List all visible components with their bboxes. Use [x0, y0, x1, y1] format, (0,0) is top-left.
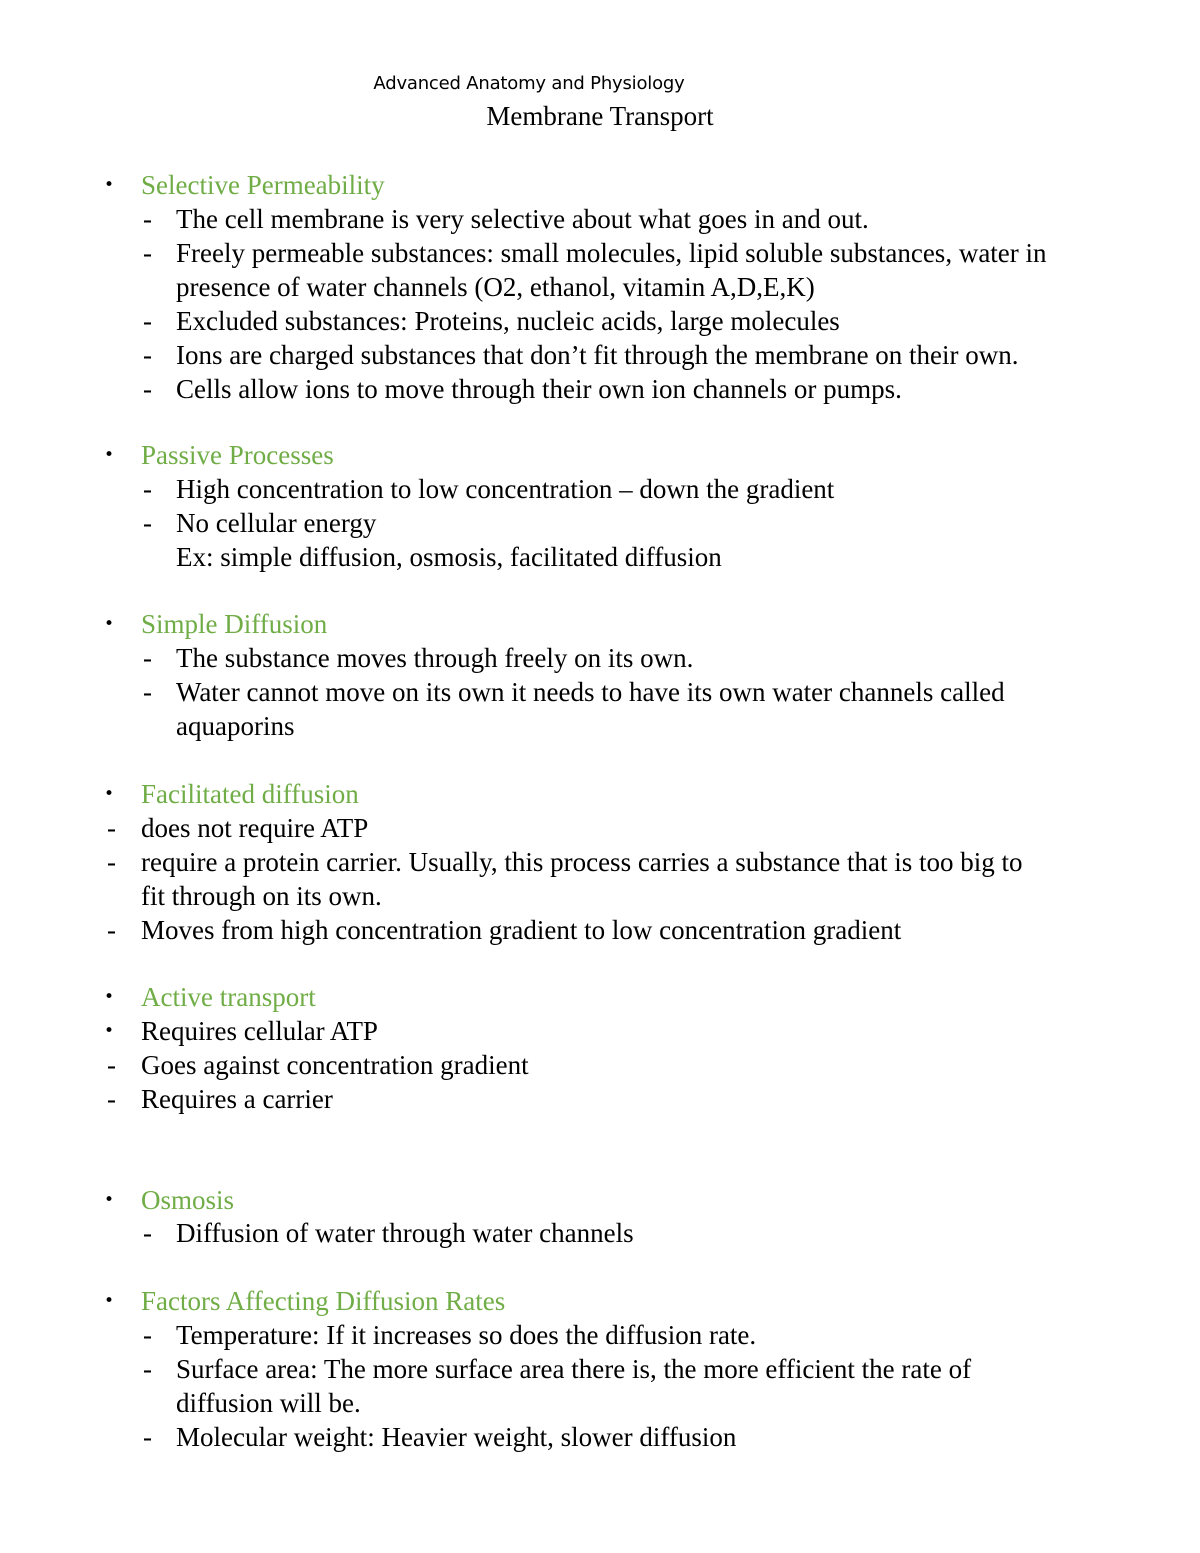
list-item: Molecular weight: Heavier weight, slower diffusion	[176, 1422, 737, 1452]
dash-marker: -	[143, 374, 152, 404]
dash-marker: -	[143, 306, 152, 336]
list-item: Excluded substances: Proteins, nucleic acids, large molecules	[176, 306, 840, 336]
dash-marker: -	[143, 204, 152, 234]
section-heading: Simple Diffusion	[141, 609, 328, 639]
list-item: Water cannot move on its own it needs to have its own water channels called	[176, 677, 1005, 707]
bullet-marker: •	[104, 1291, 115, 1311]
section-heading: Active transport	[141, 982, 316, 1012]
list-item-continuation: aquaporins	[176, 711, 295, 741]
bullet-marker: •	[104, 1190, 115, 1210]
dash-marker: -	[143, 1354, 152, 1384]
bullet-marker: •	[104, 614, 115, 634]
dash-marker: -	[143, 1320, 152, 1350]
dash-marker: -	[143, 1422, 152, 1452]
list-item: Moves from high concentration gradient to low concentration gradient	[141, 915, 902, 945]
list-item-continuation: Ex: simple diffusion, osmosis, facilitated diffusion	[176, 542, 722, 572]
bullet-marker: •	[104, 784, 115, 804]
course-name: Advanced Anatomy and Physiology	[373, 73, 685, 94]
dash-marker: -	[143, 238, 152, 268]
dash-marker: -	[143, 677, 152, 707]
bullet-marker: •	[104, 987, 115, 1007]
dash-marker: -	[143, 508, 152, 538]
list-item: Surface area: The more surface area there is, the more efficient the rate of	[176, 1354, 972, 1384]
list-item: High concentration to low concentration – down the gradient	[176, 474, 835, 504]
dash-marker: -	[107, 813, 116, 843]
section-heading: Passive Processes	[141, 440, 334, 470]
list-item: The substance moves through freely on its own.	[176, 643, 694, 673]
list-item: require a protein carrier. Usually, this process carries a substance that is too big to	[141, 847, 1023, 877]
dash-marker: -	[143, 474, 152, 504]
section-heading: Facilitated diffusion	[141, 779, 359, 809]
dash-marker: -	[143, 1218, 152, 1248]
list-item: Requires a carrier	[141, 1084, 333, 1114]
list-item: Ions are charged substances that don’t fit through the membrane on their own.	[176, 340, 1019, 370]
list-item-continuation: presence of water channels (O2, ethanol, vitamin A,D,E,K)	[176, 272, 815, 302]
list-item: Diffusion of water through water channels	[176, 1218, 634, 1248]
page-title: Membrane Transport	[486, 101, 714, 131]
dash-marker: -	[107, 1050, 116, 1080]
section-heading: Factors Affecting Diffusion Rates	[141, 1286, 506, 1316]
list-item: The cell membrane is very selective about what goes in and out.	[176, 204, 869, 234]
list-item: No cellular energy	[176, 508, 377, 538]
list-item: Freely permeable substances: small molecules, lipid soluble substances, water in	[176, 238, 1047, 268]
dash-marker: -	[143, 643, 152, 673]
bullet-marker: •	[104, 445, 115, 465]
section-heading: Selective Permeability	[141, 170, 385, 200]
list-item: Goes against concentration gradient	[141, 1050, 529, 1080]
list-item-continuation: fit through on its own.	[141, 881, 382, 911]
list-item: Cells allow ions to move through their own ion channels or pumps.	[176, 374, 902, 404]
dash-marker: -	[107, 1084, 116, 1114]
dash-marker: -	[107, 915, 116, 945]
list-item: Temperature: If it increases so does the diffusion rate.	[176, 1320, 757, 1350]
dash-marker: -	[143, 340, 152, 370]
list-item: Requires cellular ATP	[141, 1016, 378, 1046]
bullet-marker: •	[104, 1021, 115, 1041]
bullet-marker: •	[104, 175, 115, 195]
list-item-continuation: diffusion will be.	[176, 1388, 361, 1418]
list-item: does not require ATP	[141, 813, 369, 843]
dash-marker: -	[107, 847, 116, 877]
section-heading: Osmosis	[141, 1185, 235, 1215]
